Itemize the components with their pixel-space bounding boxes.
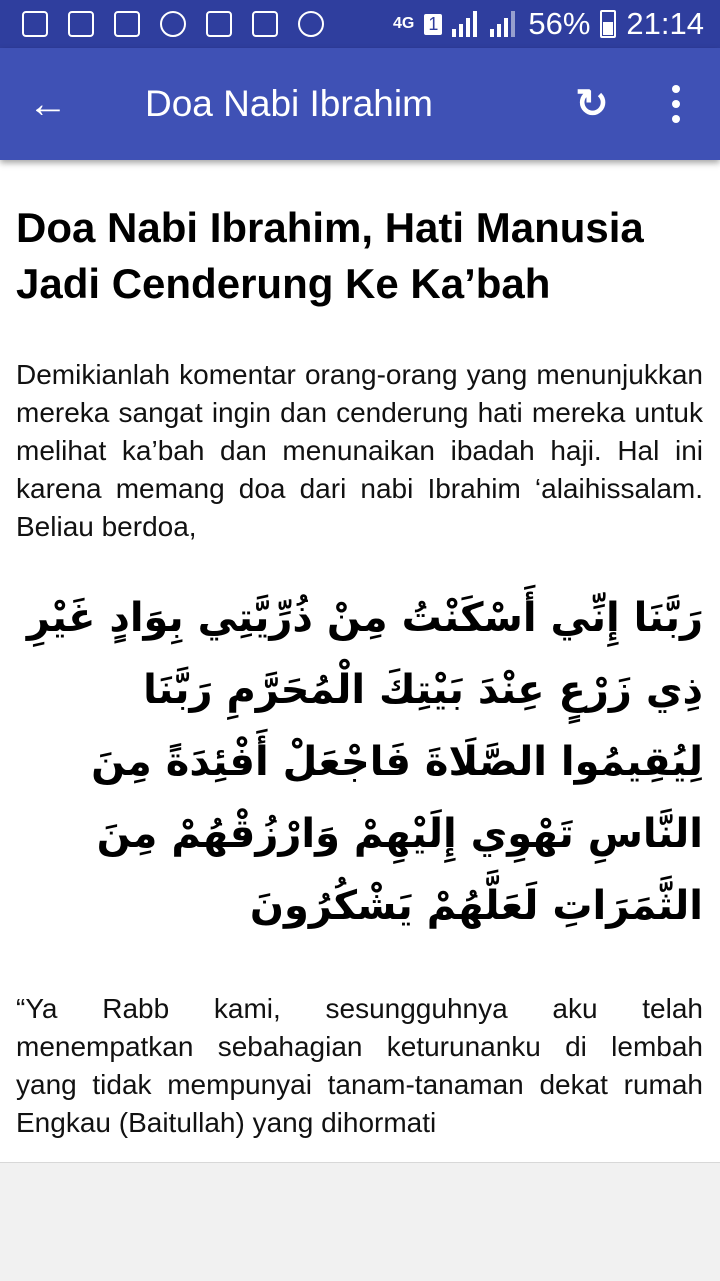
sim-slot-badge: 1 [424, 14, 442, 35]
signal-icon [452, 11, 480, 37]
app-bar [0, 48, 720, 160]
bottom-ad-area [0, 1162, 720, 1281]
article-heading: Doa Nabi Ibrahim, Hati Manusia Jadi Cenderung Ke Ka’bah [16, 204, 644, 307]
battery-percent: 56% [528, 6, 591, 41]
more-options-button[interactable] [652, 72, 700, 136]
chat-notification-icon [206, 11, 232, 37]
refresh-icon: ↻ [575, 82, 609, 126]
arrow-left-icon: ← [28, 81, 68, 126]
more-vert-icon [672, 85, 680, 93]
clock: 21:14 [626, 6, 704, 41]
cleaner-notification-icon [160, 11, 186, 37]
back-button[interactable] [0, 48, 96, 160]
refresh-button[interactable] [568, 76, 616, 132]
app-bar-title: Doa Nabi Ibrahim [145, 83, 433, 124]
article-paragraph-1: Demikianlah komentar orang-orang yang menunjukkan mereka sangat ingin dan cenderung hati mereka untuk melihat ka’bah dan menunaikan ibadah haji. Hal ini karena memang doa dari nabi Ibrahim ‘alaihissalam. Beliau berdoa, [16, 359, 703, 542]
message-notification-icon [252, 11, 278, 37]
arabic-prayer-text: رَبَّنَا إِنِّي أَسْكَنْتُ مِنْ ذُرِّيَّتِي بِوَادٍ غَيْرِ ذِي زَرْعٍ عِنْدَ بَيْتِكَ الْمُحَرَّمِ رَبَّنَا لِيُقِيمُوا الصَّلَاةَ فَاجْعَلْ أَفْئِدَةً مِنَ النَّاسِ تَهْوِي إِلَيْهِمْ وَارْزُقْهُمْ مِنَ الثَّمَرَاتِ لَعَلَّهُمْ يَشْكُرُونَ [26, 595, 703, 929]
network-type: 4G [393, 15, 415, 32]
bbm-notification-icon [22, 11, 48, 37]
battery-icon [600, 10, 616, 38]
article-content[interactable] [16, 160, 703, 1162]
gallery-notification-icon [114, 11, 140, 37]
signal-2-icon [490, 11, 518, 37]
status-bar [0, 0, 720, 48]
article-paragraph-2: “Ya Rabb kami, sesungguhnya aku telah menempatkan sebahagian keturunanku di lembah yang tidak mempunyai tanam-tanaman dekat rumah Engkau (Baitullah) yang dihormati [16, 993, 703, 1138]
wifi-icon [298, 11, 324, 37]
alert-notification-icon [68, 11, 94, 37]
